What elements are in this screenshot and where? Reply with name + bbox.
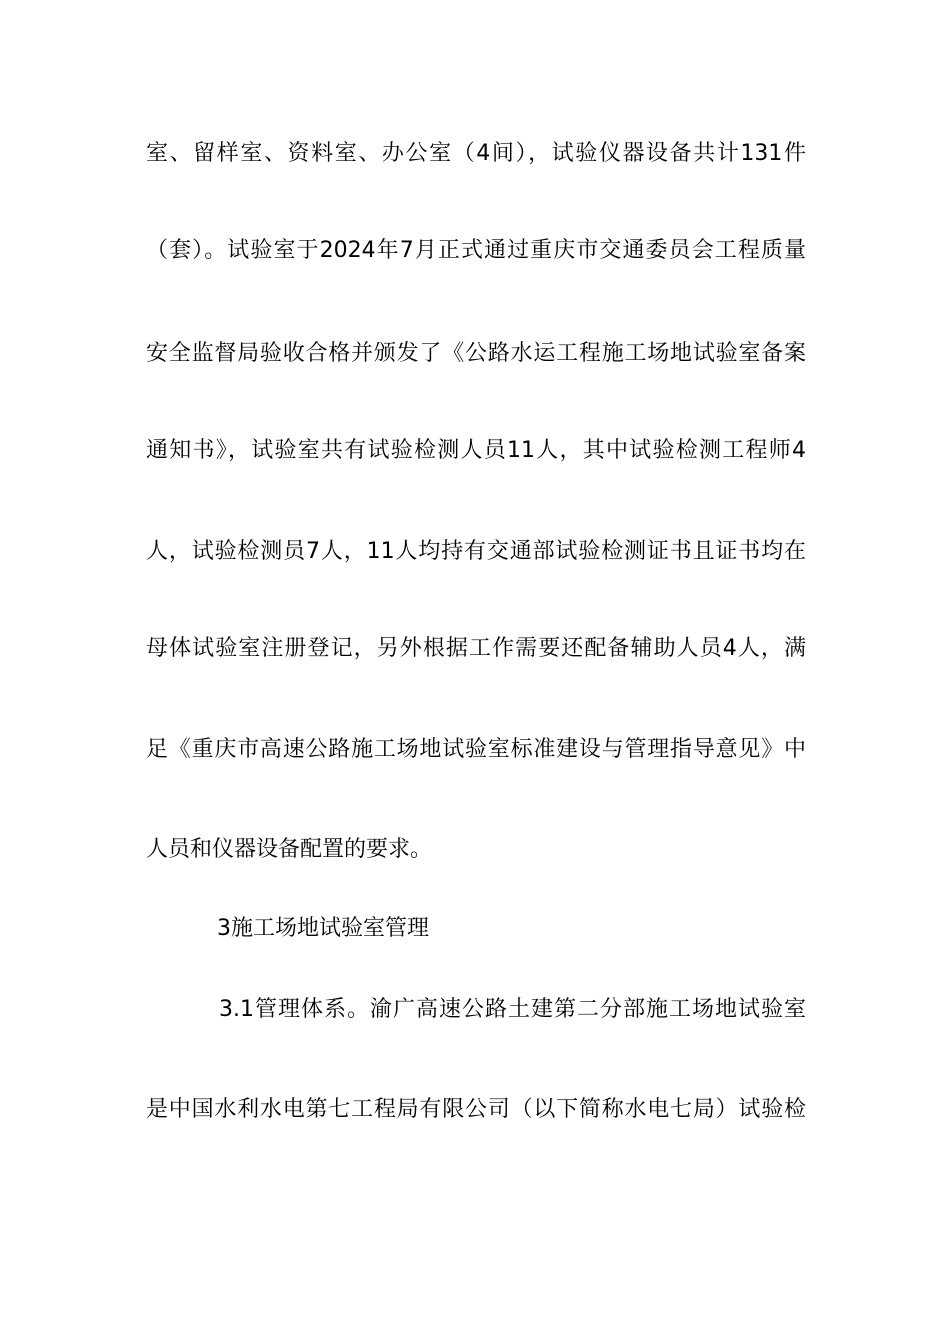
paragraph-line-2: （套）。试验室于2024年7月正式通过重庆市交通委员会工程质量 [146, 238, 806, 263]
paragraph-line-3: 安全监督局验收合格并颁发了《公路水运工程施工场地试验室备案 [146, 341, 806, 366]
paragraph-line-5: 人，试验检测员7人，11人均持有交通部试验检测证书且证书均在 [146, 539, 806, 564]
section-heading: 3施工场地试验室管理 [217, 916, 429, 941]
paragraph-line-1: 室、留样室、资料室、办公室（4间），试验仪器设备共计131件 [146, 141, 806, 166]
paragraph-line-4: 通知书》，试验室共有试验检测人员11人，其中试验检测工程师4 [146, 438, 806, 463]
paragraph-line-6: 母体试验室注册登记，另外根据工作需要还配备辅助人员4人，满 [146, 636, 806, 661]
subsection-line-2: 是中国水利水电第七工程局有限公司（以下简称水电七局）试验检 [146, 1097, 806, 1122]
subsection-line-1: 3.1管理体系。渝广高速公路土建第二分部施工场地试验室 [219, 997, 806, 1022]
paragraph-line-7: 足《重庆市高速公路施工场地试验室标准建设与管理指导意见》中 [146, 737, 806, 762]
paragraph-line-8: 人员和仪器设备配置的要求。 [146, 837, 433, 862]
